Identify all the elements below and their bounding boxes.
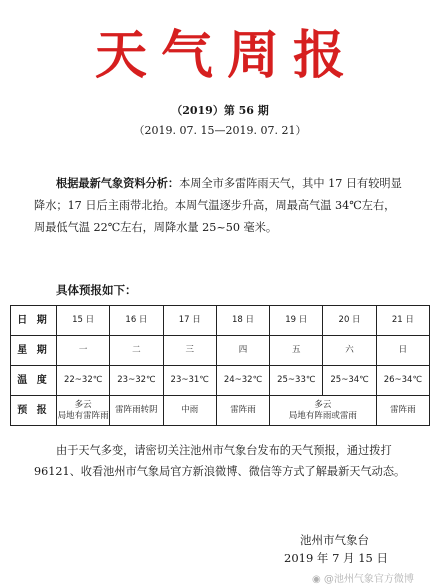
date-cell: 18 日 bbox=[216, 306, 269, 336]
temperature-cell: 26~34℃ bbox=[376, 366, 429, 396]
forecast-cell: 多云 局地有阵雨或雷雨 bbox=[270, 396, 377, 426]
date-cell: 20 日 bbox=[323, 306, 376, 336]
date-cell: 19 日 bbox=[270, 306, 323, 336]
weekday-cell: 一 bbox=[57, 336, 110, 366]
date-cell: 16 日 bbox=[110, 306, 163, 336]
date-row bbox=[11, 306, 430, 336]
forecast-cell: 多云 局地有雷阵雨 bbox=[57, 396, 110, 426]
weekday-cell: 四 bbox=[216, 336, 269, 366]
weather-summary bbox=[34, 172, 406, 239]
temperature-row bbox=[11, 366, 430, 396]
forecast-table bbox=[10, 305, 430, 426]
report-masthead: 天气周报 bbox=[94, 25, 359, 86]
weekday-row-label: 星 期 bbox=[11, 336, 57, 366]
forecast-cell: 中雨 bbox=[163, 396, 216, 426]
date-cell: 21 日 bbox=[376, 306, 429, 336]
temperature-cell: 25~33℃ bbox=[270, 366, 323, 396]
weekday-cell: 三 bbox=[163, 336, 216, 366]
forecast-cell: 雷阵雨 bbox=[376, 396, 429, 426]
forecast-row-label: 预 报 bbox=[11, 396, 57, 426]
date-cell: 15 日 bbox=[57, 306, 110, 336]
date-cell: 17 日 bbox=[163, 306, 216, 336]
temperature-cell: 25~34℃ bbox=[323, 366, 376, 396]
weekday-cell: 五 bbox=[270, 336, 323, 366]
issue-number: （2019）第 56 期 bbox=[171, 104, 269, 117]
forecast-row bbox=[11, 396, 430, 426]
weibo-icon: ◉ bbox=[312, 574, 321, 585]
notice-paragraph: 由于天气多变，请密切关注池州市气象台发布的天气预报，通过拨打96121、收看池州市气象局官方新浪微博、微信等方式了解最新天气动态。 bbox=[34, 444, 406, 478]
issuer-name: 池州市气象台 bbox=[300, 533, 369, 547]
forecast-heading: 具体预报如下： bbox=[56, 283, 137, 297]
temperature-cell: 22~32℃ bbox=[57, 366, 110, 396]
temperature-cell: 23~31℃ bbox=[163, 366, 216, 396]
temperature-row-label: 温 度 bbox=[11, 366, 57, 396]
issue-date: 2019 年 7 月 15 日 bbox=[284, 551, 388, 565]
weekday-cell: 日 bbox=[376, 336, 429, 366]
weekday-cell: 六 bbox=[323, 336, 376, 366]
weibo-watermark bbox=[312, 570, 414, 585]
watermark-text: @池州气象官方微博 bbox=[323, 574, 414, 585]
issue-period: （2019. 07. 15—2019. 07. 21） bbox=[133, 124, 307, 137]
forecast-cell: 雷阵雨转阴 bbox=[110, 396, 163, 426]
temperature-cell: 24~32℃ bbox=[216, 366, 269, 396]
date-row-label: 日 期 bbox=[11, 306, 57, 336]
weekday-cell: 二 bbox=[110, 336, 163, 366]
summary-lead: 根据最新气象资料分析： bbox=[56, 176, 180, 190]
summary-body: 本周全市多雷阵雨天气，其中 17 日有较明显降水；17 日后主雨带北抬。本周气温逐步升高，周最高气温 34℃左右，周最低气温 22℃左右，周降水量 25~50 毫米。 bbox=[34, 177, 402, 234]
forecast-cell: 雷阵雨 bbox=[216, 396, 269, 426]
weekday-row bbox=[11, 336, 430, 366]
temperature-cell: 23~32℃ bbox=[110, 366, 163, 396]
